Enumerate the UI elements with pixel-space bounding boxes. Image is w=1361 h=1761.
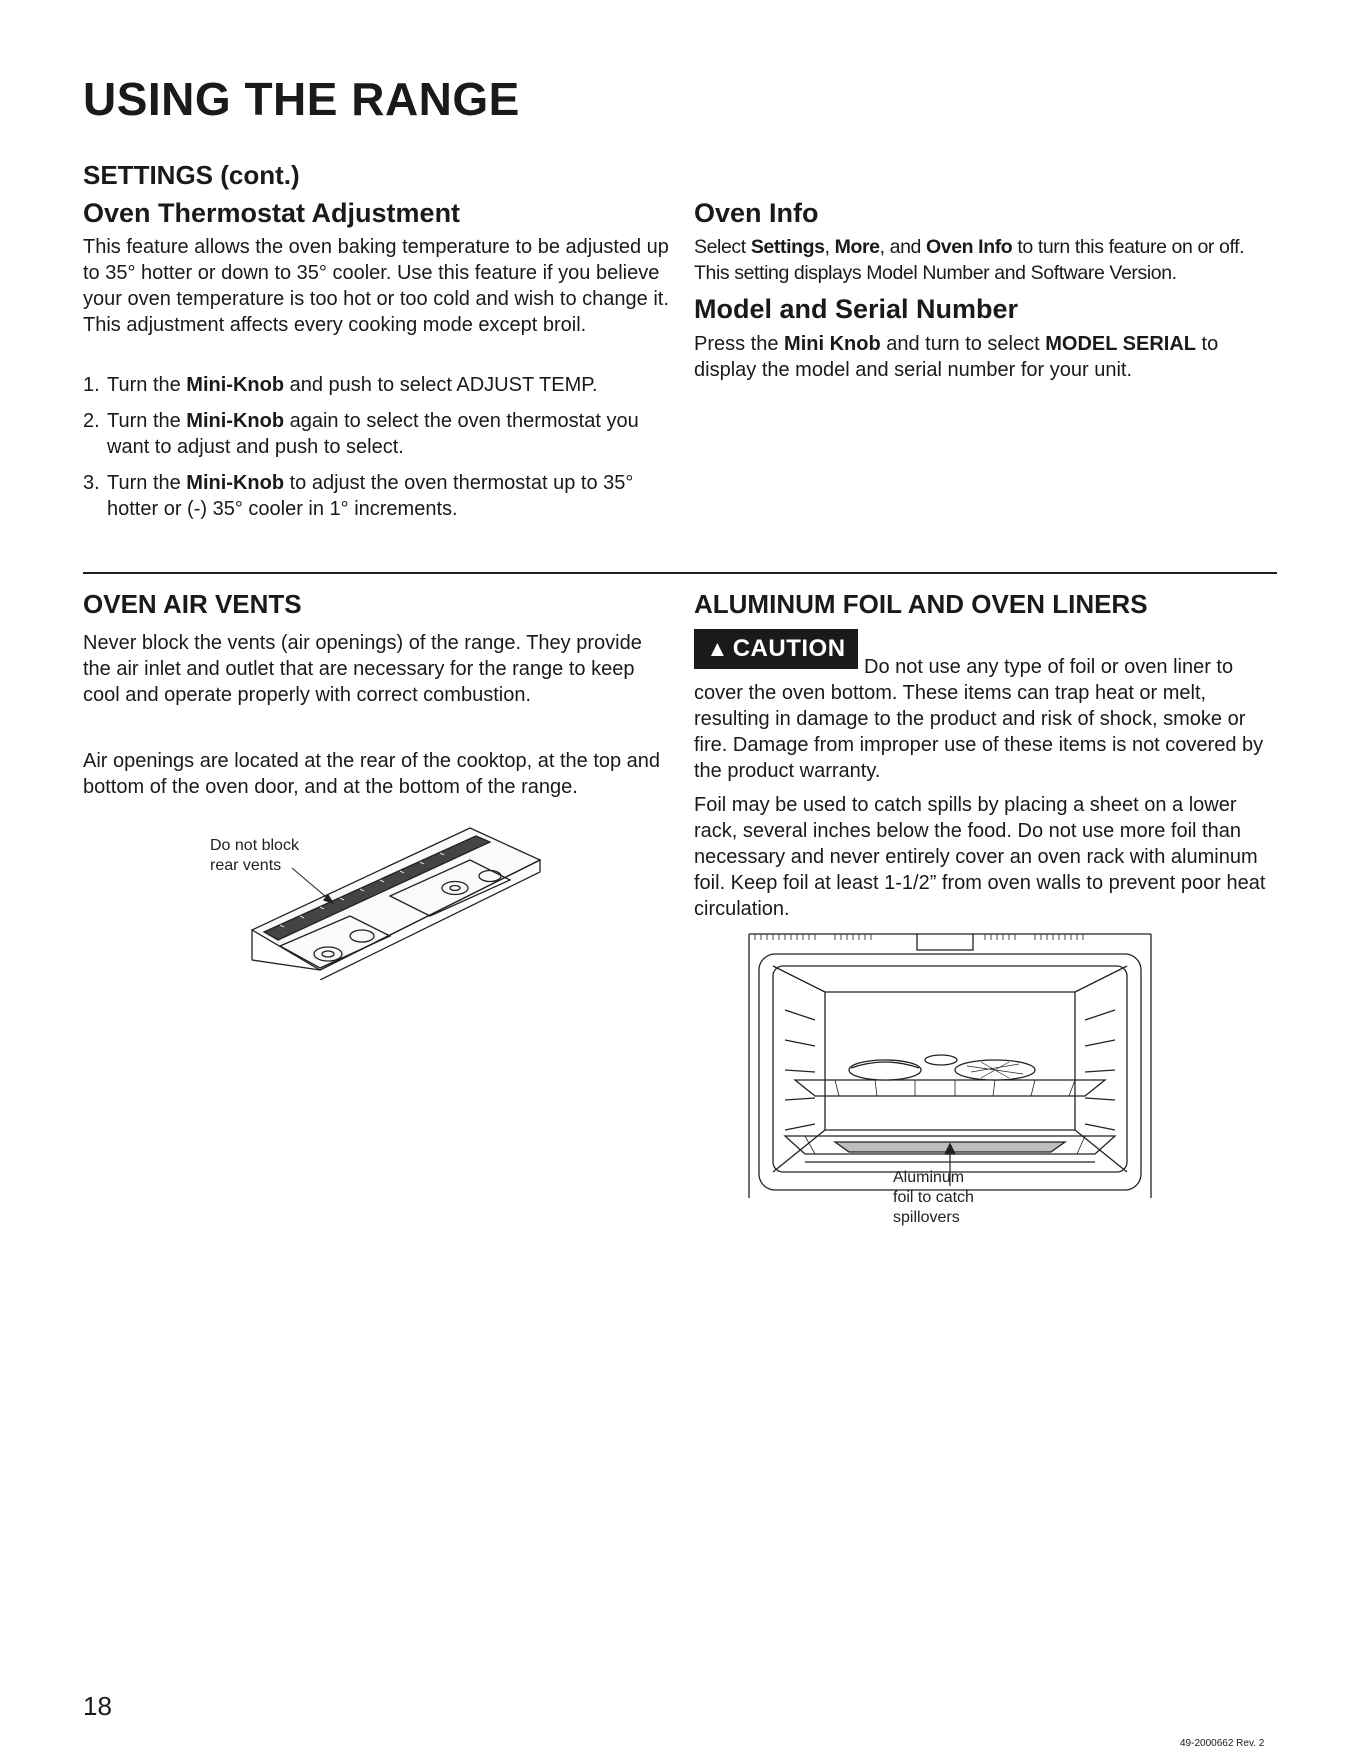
model-serial-text: and turn to select	[880, 333, 1046, 355]
model-serial-bold: MODEL SERIAL	[1045, 333, 1196, 355]
step-text-post: to adjust the oven thermostat up to 35° hotter or (-) 35° cooler in 1° increments.	[107, 472, 634, 520]
oven-info-bold: Oven Info	[926, 236, 1013, 258]
step-text-bold: Mini-Knob	[186, 472, 285, 494]
model-serial-title: Model and Serial Number	[694, 294, 1019, 324]
oven-info-text: to turn this feature on or off. This setting displays Model Number and Software Version.	[694, 236, 1245, 284]
step-text-bold: Mini-Knob	[186, 410, 285, 432]
model-serial-text: Press the	[694, 333, 785, 355]
thermostat-body: This feature allows the oven baking temperature to be adjusted up to 35° hotter or down to 35° cooler. Use this feature if you believe your oven temperature is too hot or too cold and wish to change it. This adjustment affects every cooking mode except broil.	[83, 236, 669, 336]
foil-figure-label-2: foil to catch	[893, 1189, 974, 1206]
warning-triangle-icon: ▲	[706, 636, 729, 661]
step-text-pre: Turn the	[107, 472, 187, 494]
caution-text: Do not use any type of foil or oven liner to cover the oven bottom. These items can trap heat or melt, resulting in damage to the product and risk of shock, smoke or fire. Damage from improper use of these items is not covered by the product warranty.	[694, 656, 1264, 782]
vents-figure-label-1: Do not block	[210, 837, 299, 854]
step-number: 3.	[83, 472, 100, 494]
thermostat-step	[83, 372, 673, 398]
oven-interior-illustration	[745, 930, 1155, 1202]
model-serial-bold: Mini Knob	[784, 333, 881, 355]
oven-info-text: , and	[879, 236, 926, 258]
step-text-bold: Mini-Knob	[186, 374, 285, 396]
foil-title: ALUMINUM FOIL AND OVEN LINERS	[694, 589, 1148, 619]
step-number: 1.	[83, 374, 100, 396]
air-vents-title: OVEN AIR VENTS	[83, 589, 302, 619]
step-text-pre: Turn the	[107, 374, 187, 396]
caution-label: CAUTION	[732, 635, 846, 662]
oven-info-bold: Settings	[750, 236, 825, 258]
oven-info-bold: More	[834, 236, 880, 258]
foil-figure-label-1: Aluminum	[893, 1169, 965, 1186]
model-serial-text: to display the model and serial number for your unit.	[694, 333, 1219, 381]
thermostat-step	[83, 408, 673, 460]
oven-info-title: Oven Info	[694, 198, 819, 228]
oven-info-text: Select	[694, 236, 751, 258]
thermostat-title: Oven Thermostat Adjustment	[83, 198, 461, 228]
foil-figure-label-3: spillovers	[893, 1209, 960, 1226]
thermostat-steps	[83, 372, 673, 532]
document-revision: 49-2000662 Rev. 2	[1180, 1738, 1265, 1749]
section-divider	[83, 572, 1277, 574]
thermostat-step	[83, 470, 673, 522]
oven-info-body	[694, 234, 1284, 286]
step-text-pre: Turn the	[107, 410, 187, 432]
step-text-post: again to select the oven thermostat you want to adjust and push to select.	[107, 410, 639, 458]
oven-info-text: ,	[824, 236, 835, 258]
step-number: 2.	[83, 410, 100, 432]
oven-interior-figure	[745, 930, 1155, 1202]
settings-section-title: SETTINGS (cont.)	[83, 160, 300, 190]
model-serial-body	[694, 331, 1284, 383]
page-number: 18	[83, 1691, 112, 1721]
step-text-post: and push to select ADJUST TEMP.	[284, 374, 598, 396]
air-vents-p2: Air openings are located at the rear of the cooktop, at the top and bottom of the oven door, and at the bottom of the range.	[83, 750, 661, 798]
foil-p2: Foil may be used to catch spills by placing a sheet on a lower rack, several inches below the food. Do not use more foil than necessary and never entirely cover an oven rack with aluminum foil. Keep foil at least 1-1/2” from oven walls to prevent poor heat circulation.	[694, 794, 1266, 920]
vents-figure-label-2: rear vents	[210, 857, 282, 874]
page-title: USING THE RANGE	[83, 73, 520, 125]
air-vents-p1: Never block the vents (air openings) of the range. They provide the air inlet and outlet that are necessary for the range to keep cool and operate properly with correct combustion.	[83, 632, 642, 706]
